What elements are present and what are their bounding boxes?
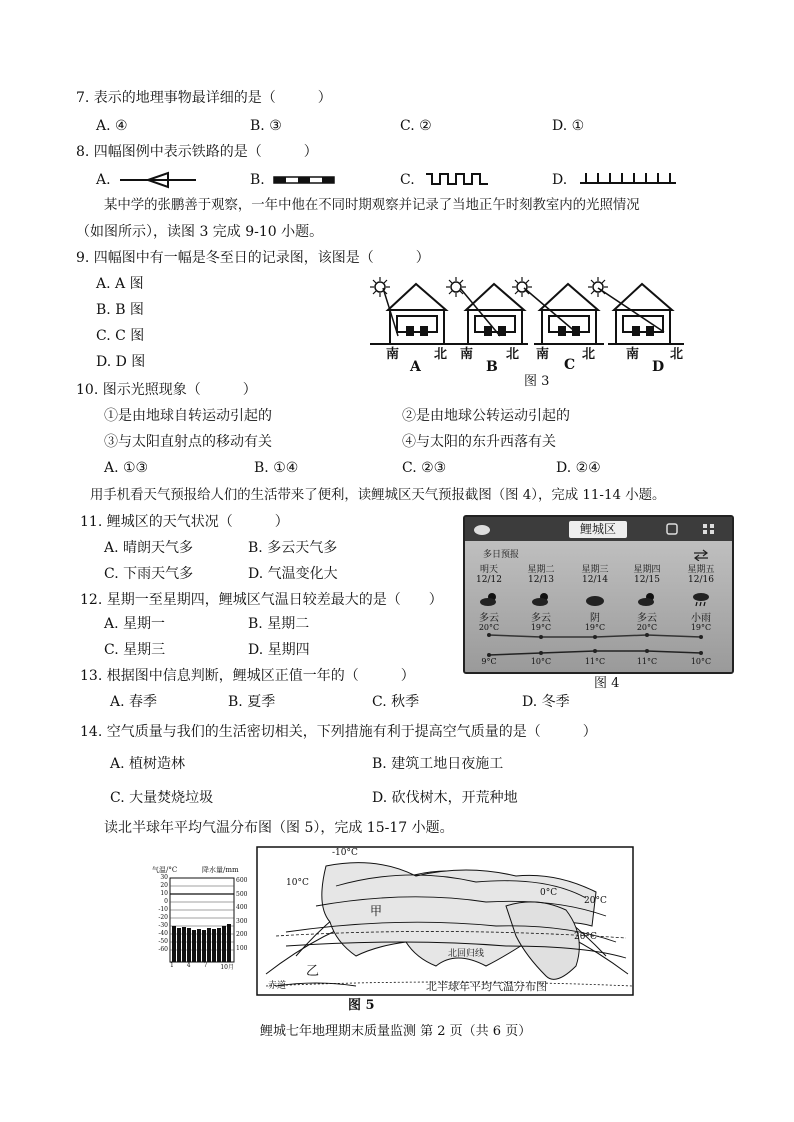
q10-statement-2: ②是由地球公转运动引起的 [402,408,570,424]
q7-option-d: D. ① [552,118,585,134]
fig3-north-a: 北 [434,347,448,362]
isotherm-label-10: 10°C [286,878,309,888]
q13-option-b: B. 夏季 [228,694,276,710]
q10-option-d: D. ②④ [556,460,601,476]
q7-stem: 7. 表示的地理事物最详细的是（ ） [76,90,332,106]
q12-option-a: A. 星期一 [104,616,166,632]
cond-3: 阴 [590,613,600,624]
q8-option-a: A. [96,172,111,188]
q12-stem: 12. 星期一至星期四，鲤城区气温日较差最大的是（ ） [80,592,443,608]
fig3-caption: 图 3 [524,374,550,389]
isotherm-label-top: -10°C [332,848,358,858]
cond-5: 小雨 [691,613,711,624]
fig3-south-d: 南 [626,347,640,362]
day-2: 星期二 12/13 [527,565,555,585]
low-temp-5: 10°C [690,657,712,666]
swap-icon [693,549,709,561]
q8-stem: 8. 四幅图例中表示铁路的是（ ） [76,144,318,160]
q11-option-c: C. 下雨天气多 [104,566,194,582]
isotherm-label-0: 0°C [540,888,558,898]
weather-forecast-screenshot [463,515,734,674]
sun-icon [512,277,532,297]
fig3-north-c: 北 [582,347,596,362]
low-temp-2: 10°C [530,657,552,666]
temp-ticks: 30 20 10 0 -10 -20 -30 -40 -50 -60 [158,874,168,953]
q14-option-a: A. 植树造林 [110,756,186,772]
cond-2: 多云 [531,613,551,624]
isotherm-label-20-b: 20°C [574,932,597,942]
map-label-jia: 甲 [370,904,383,918]
q10-option-c: C. ②③ [402,460,447,476]
page-footer: 鲤城七年地理期末质量监测 第 2 页（共 6 页） [260,1024,532,1039]
q7-option-a: A. ④ [96,118,128,134]
fig3-south-b: 南 [460,347,474,362]
q13-option-d: D. 冬季 [522,694,570,710]
intro-9-10-line2: （如图所示），读图 3 完成 9-10 小题。 [76,224,324,240]
day-3: 星期三 12/14 [581,565,609,585]
q10-option-a: A. ①③ [104,460,149,476]
intro-9-10-line1: 某中学的张鹏善于观察，一年中他在不同时期观察并记录了当地正午时刻教室内的光照情况 [104,198,640,213]
q8-option-b: B. [250,172,265,188]
fig3-letter-b: B [486,359,498,375]
cloud-icon [473,522,491,536]
fig3-letter-d: D [652,359,665,375]
q13-option-c: C. 秋季 [372,694,420,710]
high-temp-1: 20°C [478,623,500,632]
q9-option-b: B. B 图 [96,302,144,318]
light-rain-icon [691,591,711,607]
q14-option-b: B. 建筑工地日夜施工 [372,756,504,772]
low-temp-4: 11°C [636,657,658,666]
q10-statement-3: ③与太阳直射点的移动有关 [104,434,272,450]
q9-option-a: A. A 图 [96,276,144,292]
q12-option-d: D. 星期四 [248,642,310,658]
q9-option-c: C. C 图 [96,328,145,344]
partly-cloudy-icon [479,591,499,607]
day-5: 星期五 12/16 [687,565,715,585]
q7-option-c: C. ② [400,118,432,134]
weather-city-name: 鲤城区 [569,521,627,538]
q14-option-d: D. 砍伐树木，开荒种地 [372,790,518,806]
q10-stem: 10. 图示光照现象（ ） [76,382,257,398]
q10-option-b: B. ①④ [254,460,299,476]
q12-option-c: C. 星期三 [104,642,166,658]
partly-cloudy-icon [637,591,657,607]
month-ticks: 1 4 7 10月 [170,962,234,971]
map-title: 北半球年平均气温分布图 [426,980,547,993]
q10-statement-1: ①是由地球自转运动引起的 [104,408,272,424]
day-4: 星期四 12/15 [633,565,661,585]
q12-option-b: B. 星期二 [248,616,310,632]
fig4-caption: 图 4 [594,676,620,691]
precip-ticks: 600 500 400 300 200 100 [236,877,248,952]
q13-option-a: A. 春季 [110,694,158,710]
fig3-letter-a: A [410,359,421,375]
q10-statement-4: ④与太阳的东升西落有关 [402,434,556,450]
fig3-north-b: 北 [506,347,520,362]
equator-label: 赤道 [268,981,287,991]
q8-option-c: C. [400,172,415,188]
sun-icon [588,277,608,297]
isotherm-label-20: 20°C [584,896,607,906]
weather-header [465,517,732,541]
high-temp-2: 19°C [530,623,552,632]
fig3-north-d: 北 [670,347,684,362]
q9-stem: 9. 四幅图中有一幅是冬至日的记录图，该图是（ ） [76,250,430,266]
multi-day-forecast-label: 多日预报 [483,550,520,560]
q14-stem: 14. 空气质量与我们的生活密切相关，下列措施有利于提高空气质量的是（ ） [80,724,597,740]
q11-option-d: D. 气温变化大 [248,566,338,582]
legend-d-symbol [578,168,678,188]
q11-option-a: A. 晴朗天气多 [104,540,194,556]
high-temp-5: 19°C [690,623,712,632]
q9-option-d: D. D 图 [96,354,146,370]
temp-axis-label: 气温/°C [152,866,178,874]
intro-11-14: 用手机看天气预报给人们的生活带来了便利，读鲤城区天气预报截图（图 4），完成 11-14 小题。 [90,488,666,503]
q11-option-b: B. 多云天气多 [248,540,338,556]
precip-axis-label: 降水量/mm [202,866,239,874]
high-temp-3: 19°C [584,623,606,632]
grid-icon [701,522,717,536]
fig5-caption: 图 5 [348,998,375,1013]
map-label-yi: 乙 [306,964,320,979]
legend-c-symbol [424,168,490,188]
tropic-label: 北回归线 [448,949,485,959]
low-temp-3: 11°C [584,657,606,666]
q13-stem: 13. 根据图中信息判断，鲤城区正值一年的（ ） [80,668,415,684]
legend-b-railway-symbol [272,170,338,190]
menu-icon [665,522,679,536]
day-1: 明天 12/12 [476,565,502,585]
fig3-south-c: 南 [536,347,550,362]
sun-icon [446,277,466,297]
q14-option-c: C. 大量焚烧垃圾 [110,790,214,806]
q8-option-d: D. [552,172,568,188]
q11-stem: 11. 鲤城区的天气状况（ ） [80,514,289,530]
intro-15-17: 读北半球年平均气温分布图（图 5），完成 15-17 小题。 [104,820,454,836]
cond-4: 多云 [637,613,657,624]
cond-1: 多云 [479,613,499,624]
partly-cloudy-icon [531,591,551,607]
overcast-icon [585,593,605,607]
legend-a-symbol [118,170,198,190]
high-temp-4: 20°C [636,623,658,632]
sun-icon [370,277,390,297]
q7-option-b: B. ③ [250,118,282,134]
low-temp-1: 9°C [481,657,497,666]
fig3-south-a: 南 [386,347,400,362]
fig3-letter-c: C [564,357,576,373]
